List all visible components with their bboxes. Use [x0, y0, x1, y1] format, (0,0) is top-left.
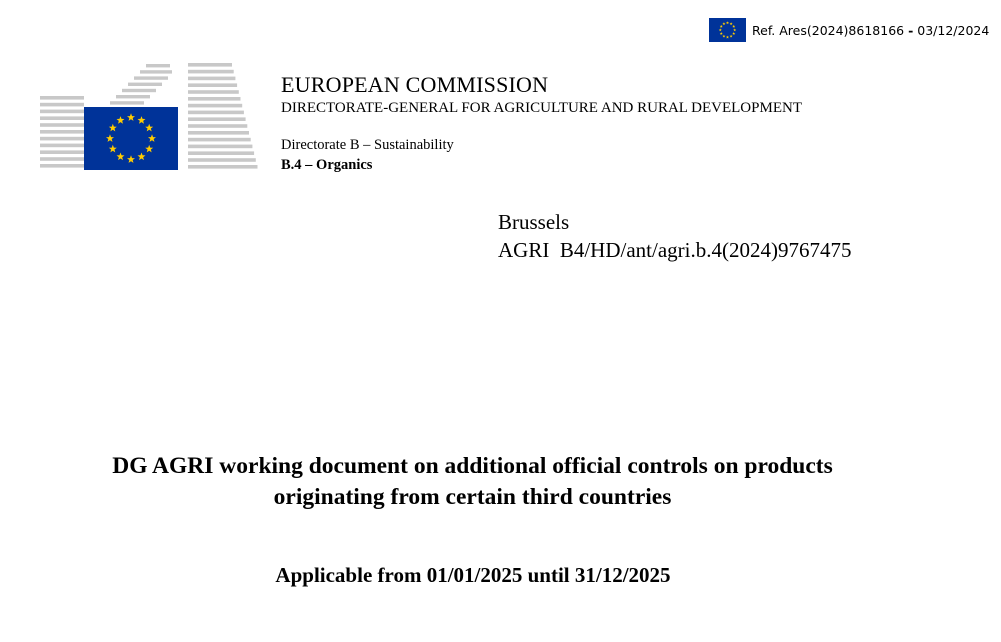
- ares-stamp: [709, 18, 989, 42]
- document-title: [30, 451, 915, 513]
- place: Brussels: [498, 210, 570, 234]
- document-reference: AGRI B4/HD/ant/agri.b.4(2024)9767475: [498, 238, 852, 262]
- title-line-2: originating from certain third countries: [273, 484, 672, 510]
- ares-separator: -: [908, 22, 914, 38]
- directorate-general: DIRECTORATE-GENERAL FOR AGRICULTURE AND RURAL DEVELOPMENT: [281, 100, 802, 116]
- eu-flag-icon: [709, 18, 746, 42]
- ares-reference: Ref. Ares(2024)8618166: [752, 22, 905, 38]
- directorate: Directorate B – Sustainability: [281, 137, 454, 153]
- european-commission-logo: [38, 60, 260, 172]
- unit: B.4 – Organics: [281, 157, 373, 173]
- title-line-1: DG AGRI working document on additional official controls on products: [112, 453, 833, 479]
- organisation-name: EUROPEAN COMMISSION: [281, 72, 549, 97]
- ares-reference-line: [752, 23, 989, 38]
- applicability-period: Applicable from 01/01/2025 until 31/12/2025: [275, 563, 671, 587]
- ares-date: 03/12/2024: [917, 22, 990, 38]
